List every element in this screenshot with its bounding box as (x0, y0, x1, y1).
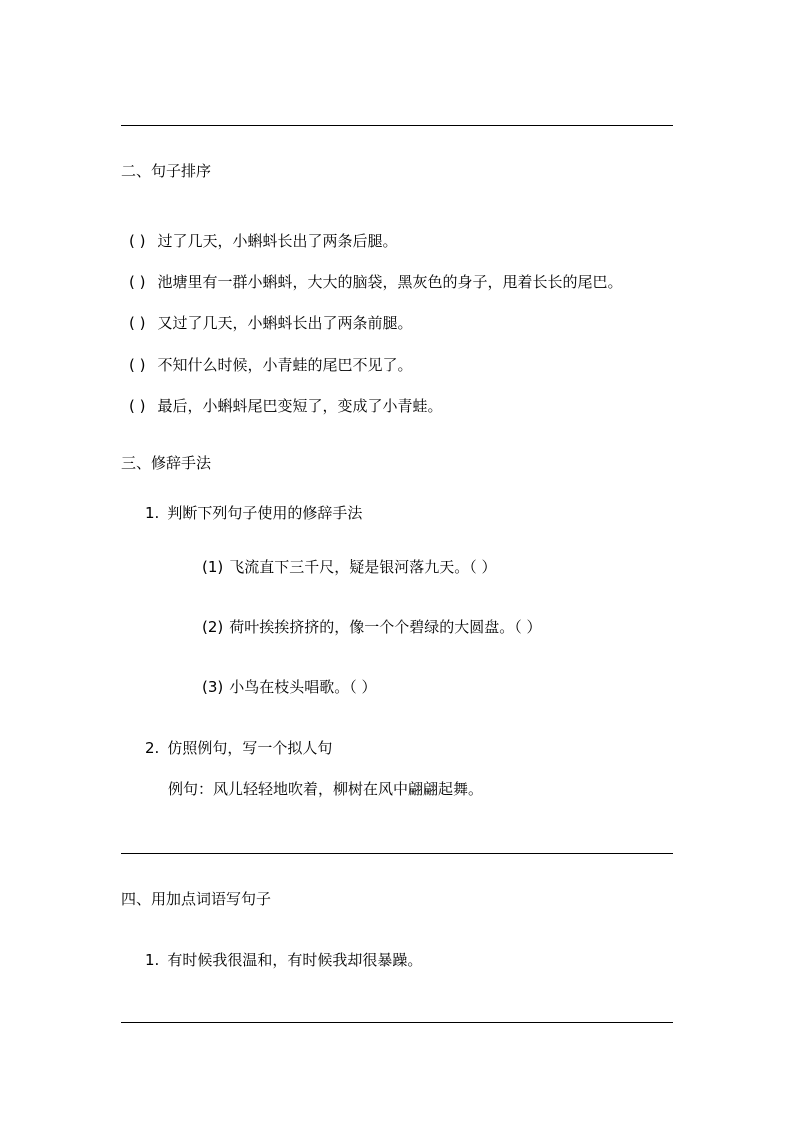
order-blank[interactable]: ( ) (129, 356, 146, 374)
order-blank[interactable]: ( ) (129, 397, 146, 415)
order-blank[interactable]: ( ) (129, 314, 146, 332)
sort-item-text: 最后，小蝌蚪尾巴变短了，变成了小青蛙。 (157, 397, 443, 415)
question-text: 有时候我很温和，有时候我却很暴躁。 (167, 951, 423, 969)
question-text: 判断下列句子使用的修辞手法 (167, 504, 363, 522)
question-2 (145, 738, 332, 758)
sort-item (129, 272, 623, 292)
section4-heading: 四、用加点词语写句子 (121, 890, 272, 908)
question-number: 1. (145, 951, 160, 969)
section2-heading: 二、句子排序 (121, 162, 212, 180)
rhetoric-item (202, 557, 497, 577)
rhetoric-sentence[interactable]: 飞流直下三千尺，疑是银河落九天。（ ） (229, 558, 497, 576)
question-number: 2. (145, 739, 160, 757)
question-text: 仿照例句，写一个拟人句 (167, 739, 333, 757)
sort-item (129, 231, 398, 251)
sort-item-text: 又过了几天，小蝌蚪长出了两条前腿。 (157, 314, 413, 332)
order-blank[interactable]: ( ) (129, 273, 146, 291)
item-number: (2) (202, 618, 224, 636)
sort-item (129, 355, 413, 375)
item-number: (3) (202, 678, 224, 696)
sort-item-text: 过了几天，小蝌蚪长出了两条后腿。 (157, 232, 398, 250)
example-sentence: 例句：风儿轻轻地吹着，柳树在风中翩翩起舞。 (168, 780, 484, 798)
sort-item-text: 不知什么时候，小青蛙的尾巴不见了。 (157, 356, 413, 374)
question-1 (145, 503, 362, 523)
question-number: 1. (145, 504, 160, 522)
answer-line[interactable] (121, 1022, 673, 1023)
rhetoric-item (202, 617, 542, 637)
answer-line[interactable] (121, 853, 673, 854)
sort-item (129, 313, 413, 333)
question-1 (145, 950, 422, 970)
section3-heading: 三、修辞手法 (121, 454, 212, 472)
answer-line (121, 125, 673, 126)
rhetoric-item (202, 677, 377, 697)
rhetoric-sentence[interactable]: 小鸟在枝头唱歌。（ ） (229, 678, 377, 696)
item-number: (1) (202, 558, 224, 576)
sort-item-text: 池塘里有一群小蝌蚪，大大的脑袋，黑灰色的身子，甩着长长的尾巴。 (157, 273, 623, 291)
sort-item (129, 396, 443, 416)
order-blank[interactable]: ( ) (129, 232, 146, 250)
rhetoric-sentence[interactable]: 荷叶挨挨挤挤的，像一个个碧绿的大圆盘。（ ） (229, 618, 542, 636)
